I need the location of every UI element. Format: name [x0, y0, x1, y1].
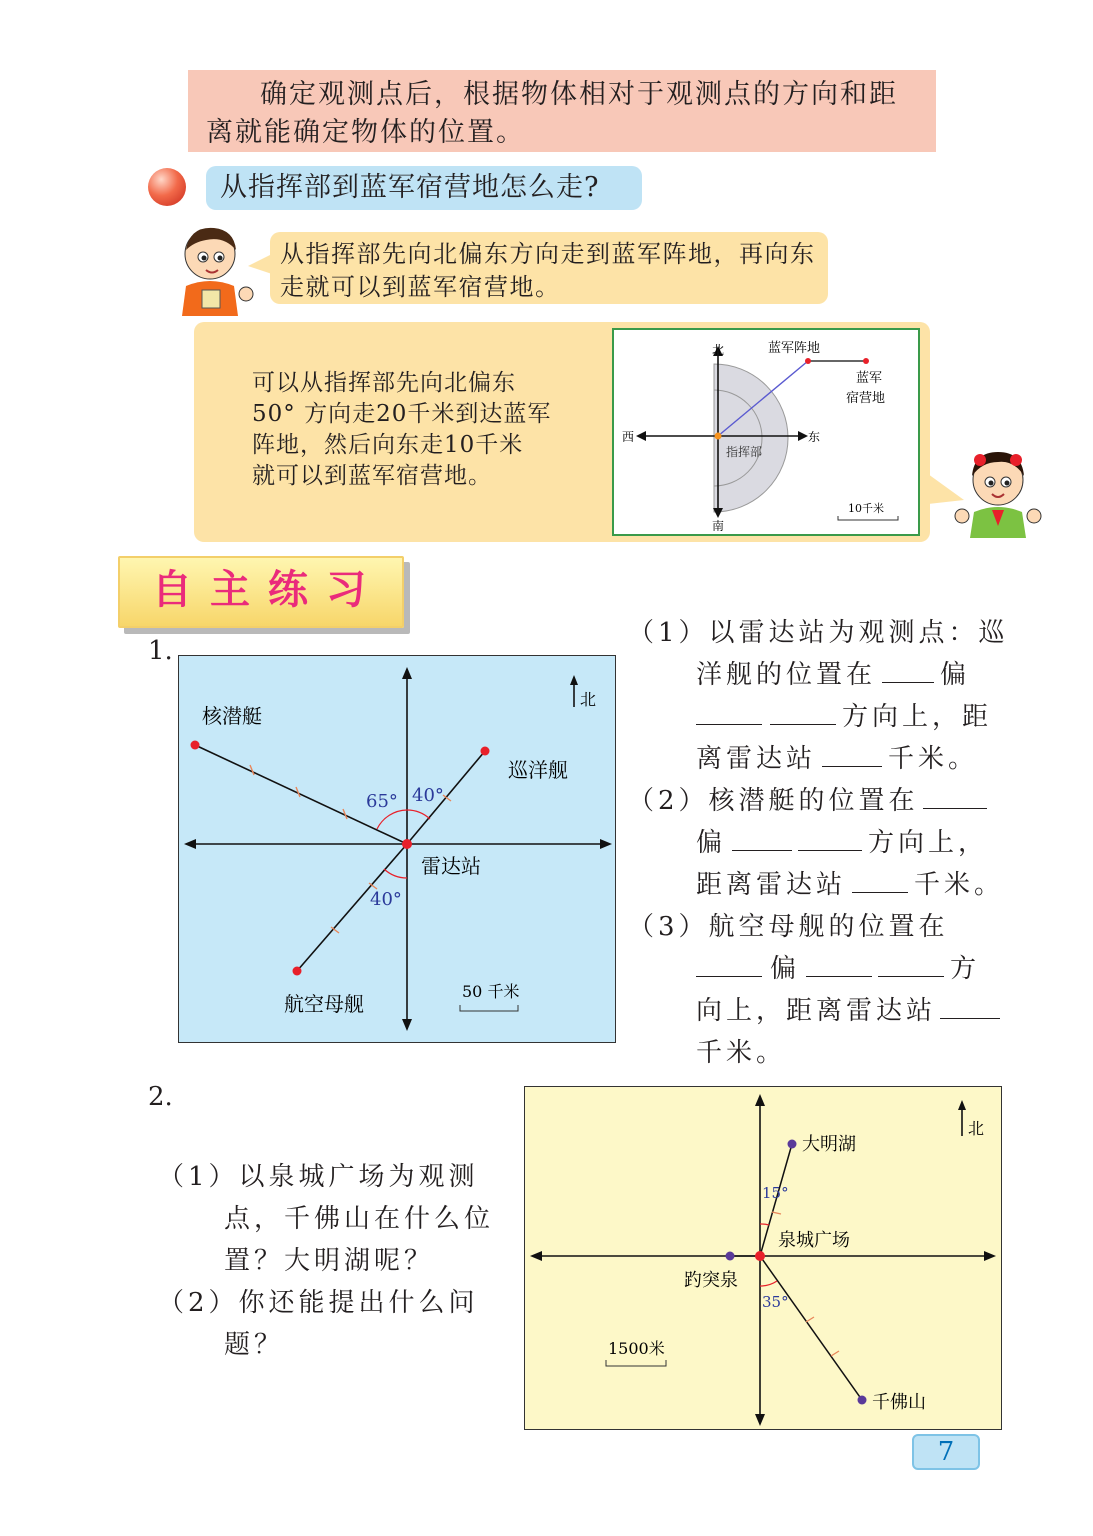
ex1-carrier-dot [293, 967, 302, 976]
inset-south-label: 南 [712, 519, 725, 533]
page-number: 7 [912, 1434, 980, 1470]
ex2-number: 2. [148, 1082, 173, 1112]
inset-position2-line2: 宿营地 [846, 391, 886, 406]
ex1-angle-65: 65° [366, 791, 398, 812]
blank[interactable] [770, 702, 836, 725]
inset-scale-bar [838, 516, 898, 520]
blank[interactable] [822, 744, 882, 767]
ex1-north-label: 北 [580, 690, 597, 709]
blank[interactable] [878, 954, 944, 977]
blank[interactable] [806, 954, 872, 977]
ex2-scale-label: 1500米 [608, 1339, 665, 1358]
ex2-mountain-label: 千佛山 [872, 1392, 926, 1413]
blank[interactable] [696, 954, 762, 977]
blank[interactable] [696, 702, 762, 725]
ex2-angle-35: 35° [762, 1293, 789, 1311]
ex1-q2-line2: 偏 方向上， [696, 828, 989, 858]
inset-position2-dot [863, 358, 869, 364]
ex1-angle-40-top: 40° [412, 785, 444, 806]
ex2-q1-line3: 置？大明湖呢？ [224, 1246, 435, 1276]
ex1-radar-dot [402, 839, 412, 849]
question-bubble: 从指挥部到蓝军宿营地怎么走? [206, 166, 642, 210]
ex2-questions [158, 1156, 528, 1366]
ex1-sub-label: 核潜艇 [202, 704, 262, 728]
ex2-q1-line2: 点，千佛山在什么位 [224, 1204, 495, 1234]
intro-text: 确定观测点后，根据物体相对于观测点的方向和距离就能确定物体的位置。 [206, 79, 898, 148]
inset-east-label: 东 [808, 430, 821, 444]
blank[interactable] [923, 786, 987, 809]
ex2-spring-label: 趵突泉 [684, 1270, 738, 1291]
ex2-lake-dot [788, 1140, 797, 1149]
answer-line-3: 阵地，然后向东走10千米 [252, 432, 524, 458]
inset-map-svg [614, 330, 918, 534]
ex1-q2-line3: 距离雷达站 千米。 [696, 870, 1005, 900]
ex1-q1-line2: 洋舰的位置在 偏 [696, 660, 971, 690]
bullet-ball-icon [148, 168, 186, 206]
speech-tail-icon [248, 252, 272, 278]
ex1-q1-line3: 方向上，距 [628, 696, 1018, 738]
answer-line-4: 就可以到蓝军宿营地。 [252, 463, 492, 489]
intro-box [188, 70, 936, 152]
ex2-q1-line1: （1）以泉城广场为观测 [158, 1162, 479, 1192]
answer-line-2: 50° 方向走20千米到达蓝军 [252, 401, 552, 427]
ex1-questions [628, 612, 1018, 1074]
inset-scale-label: 10千米 [848, 502, 884, 515]
inset-position1-dot [805, 358, 811, 364]
ex2-q2-line2: 题？ [224, 1330, 285, 1360]
ex1-q2-line1: （2）核潜艇的位置在 [628, 780, 1018, 822]
ex1-q3-line3: 向上，距离雷达站 [628, 990, 1018, 1032]
answer-text [252, 368, 572, 492]
inset-west-label: 西 [622, 430, 635, 444]
boy-speech-bubble: 从指挥部先向北偏东方向走到蓝军阵地，再向东走就可以到蓝军宿营地。 [270, 232, 828, 304]
inset-north-label: 北 [712, 343, 725, 357]
ex1-angle-40-bottom: 40° [370, 889, 402, 910]
inset-map [612, 328, 920, 536]
ex2-north-label: 北 [968, 1119, 985, 1138]
ex1-sub-dot [191, 741, 200, 750]
ex1-scale-label: 50 千米 [462, 982, 520, 1001]
inset-position1-label: 蓝军阵地 [768, 341, 821, 356]
blank[interactable] [940, 996, 1000, 1019]
ex1-cruiser-dot [481, 747, 490, 756]
ex2-spring-dot [726, 1252, 735, 1261]
blank[interactable] [882, 660, 934, 683]
section-title: 自主练习 [152, 567, 384, 613]
ex1-cruiser-label: 巡洋舰 [508, 758, 568, 782]
blank[interactable] [798, 828, 862, 851]
ex1-q3-line1: （3）航空母舰的位置在 [628, 912, 949, 942]
ex2-lake-label: 大明湖 [802, 1134, 856, 1155]
inset-position2-line1: 蓝军 [856, 371, 883, 386]
blank[interactable] [732, 828, 792, 851]
ex2-mountain-dot [858, 1396, 867, 1405]
section-heading [118, 556, 404, 628]
girl-character-icon [952, 446, 1042, 538]
inset-origin-dot [715, 433, 722, 440]
ex1-q3-line4: 千米。 [696, 1038, 787, 1068]
ex1-radar-label: 雷达站 [421, 854, 481, 878]
answer-line-1: 可以从指挥部先向北偏东 [252, 370, 516, 396]
ex2-square-dot [755, 1251, 765, 1261]
ex2-square-label: 泉城广场 [778, 1230, 850, 1251]
ex2-angle-15: 15° [762, 1184, 789, 1202]
ex1-number: 1. [148, 636, 173, 666]
ex2-q2-line1: （2）你还能提出什么问 [158, 1288, 479, 1318]
ex1-map [178, 655, 616, 1043]
ex1-carrier-label: 航空母舰 [284, 992, 364, 1016]
ex1-q3-line2: 偏 方 [628, 948, 1018, 990]
blank[interactable] [852, 870, 908, 893]
ex2-map [524, 1086, 1002, 1430]
inset-origin-label: 指挥部 [726, 445, 763, 459]
ex1-q1-line1: （1）以雷达站为观测点：巡 [628, 618, 1009, 648]
ex1-q1-line4: 离雷达站 千米。 [696, 744, 979, 774]
